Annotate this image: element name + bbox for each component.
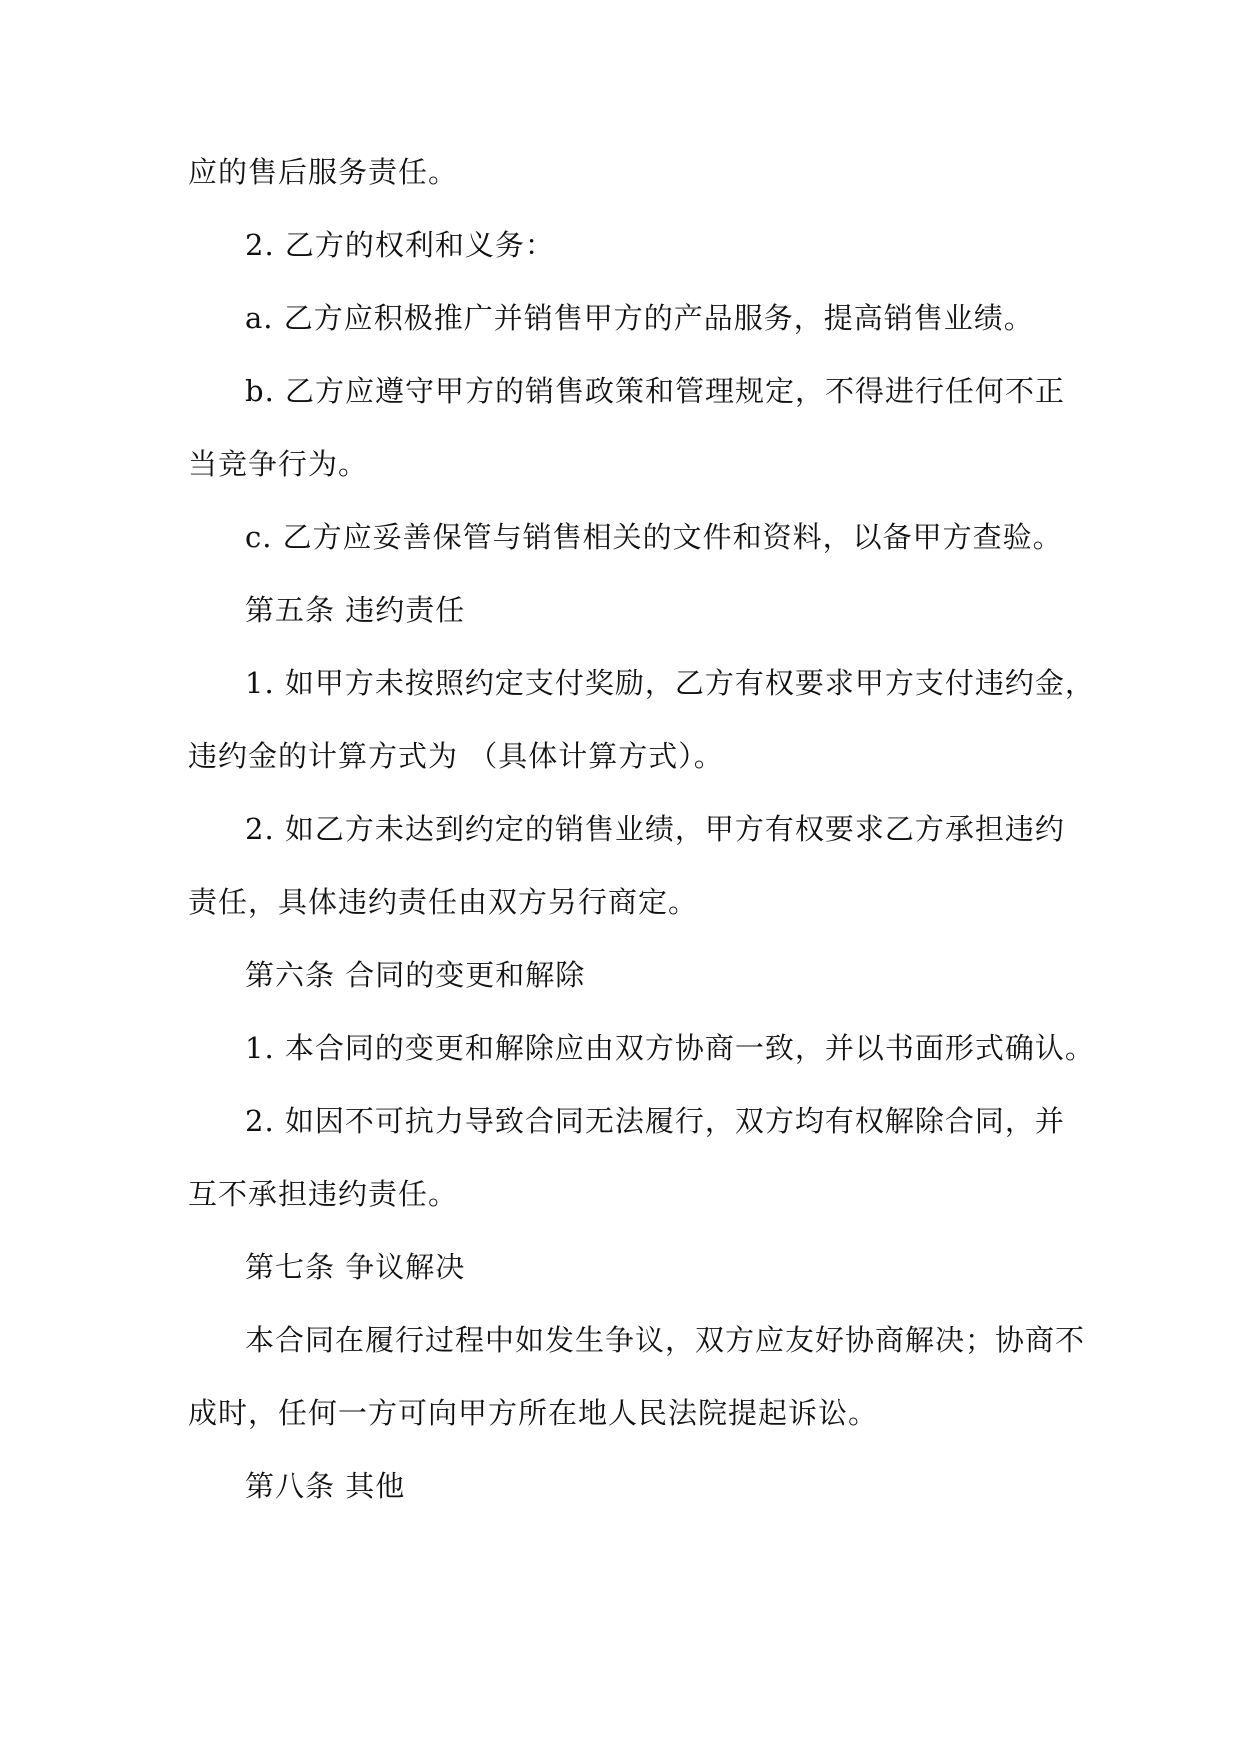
text-line: 违约金的计算方式为 （具体计算方式）。 bbox=[188, 739, 724, 773]
list-item: b. 乙方应遵守甲方的销售政策和管理规定，不得进行任何不正 bbox=[245, 374, 1066, 408]
list-item: a. 乙方应积极推广并销售甲方的产品服务，提高销售业绩。 bbox=[245, 301, 1034, 335]
list-item: 2. 如乙方未达到约定的销售业绩，甲方有权要求乙方承担违约 bbox=[245, 812, 1065, 846]
paragraph-line: 本合同在履行过程中如发生争议，双方应友好协商解决；协商不 bbox=[245, 1323, 1086, 1357]
text-line: 互不承担违约责任。 bbox=[188, 1177, 459, 1211]
text-line: 当竞争行为。 bbox=[188, 447, 369, 481]
text-line: 责任，具体违约责任由双方另行商定。 bbox=[188, 885, 699, 919]
section-heading: 第七条 争议解决 bbox=[245, 1250, 466, 1284]
section-heading: 第八条 其他 bbox=[245, 1469, 406, 1503]
section-heading: 第五条 违约责任 bbox=[245, 593, 466, 627]
text-line: 应的售后服务责任。 bbox=[188, 155, 459, 189]
list-item: c. 乙方应妥善保管与销售相关的文件和资料，以备甲方查验。 bbox=[245, 520, 1063, 554]
section-heading: 第六条 合同的变更和解除 bbox=[245, 958, 586, 992]
list-item-heading: 2. 乙方的权利和义务： bbox=[245, 228, 555, 262]
list-item: 1. 本合同的变更和解除应由双方协商一致，并以书面形式确认。 bbox=[245, 1031, 1095, 1065]
text-line: 成时，任何一方可向甲方所在地人民法院提起诉讼。 bbox=[188, 1396, 879, 1430]
list-item: 2. 如因不可抗力导致合同无法履行，双方均有权解除合同，并 bbox=[245, 1104, 1065, 1138]
list-item: 1. 如甲方未按照约定支付奖励，乙方有权要求甲方支付违约金， bbox=[245, 666, 1095, 700]
